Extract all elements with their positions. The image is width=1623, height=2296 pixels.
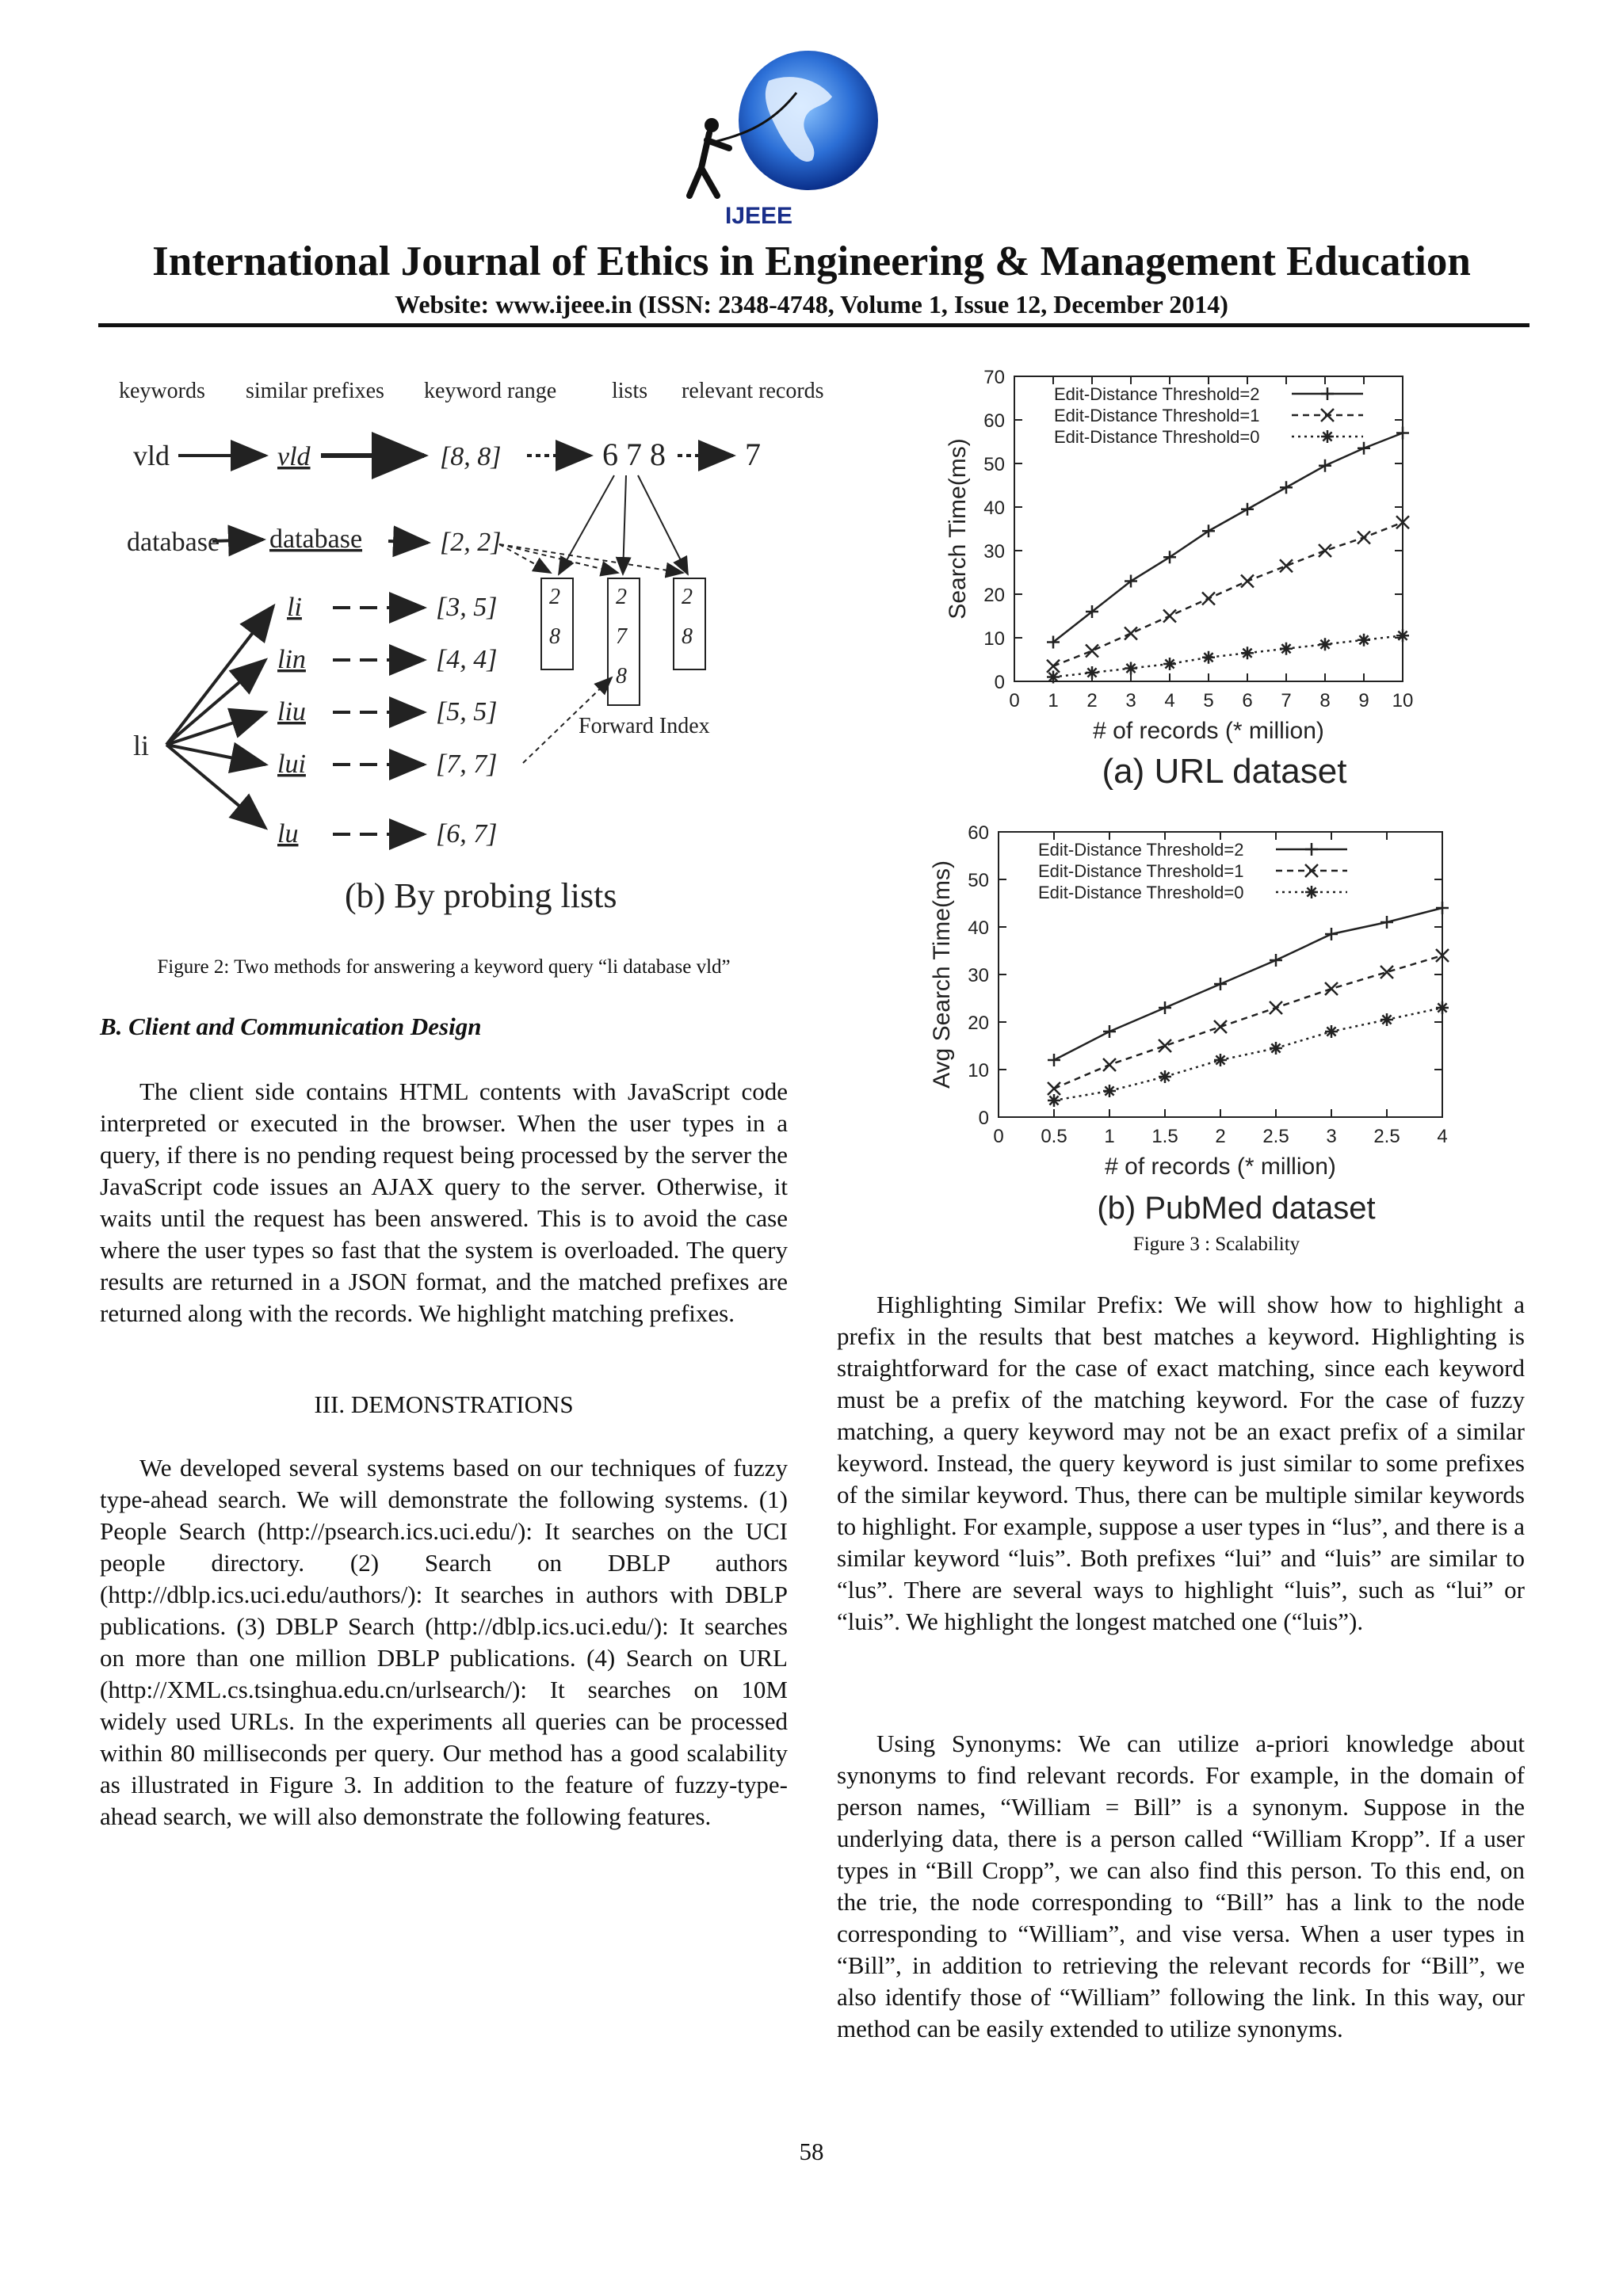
highlighting-text: Highlighting Similar Prefix: We will show how to highlight a prefix in the results that best matches a keyword. Highlighting is straightforward for the case of exact matching, since each keyword must be a prefix of the matching keyword. For the case of fuzzy matching, a query keyword may not be an exact prefix of a similar keyword. Instead, the query keyword is just similar to some prefixes of the similar keyword. Thus, there can be multiple similar keywords to highlight. For example, suppose a user types in “lus”, and there is a similar keyword “luis”. Both prefixes “lui” and “luis” are similar to “lus”. There are several ways to highlight “luis”, such as “lui” or “luis”. We highlight the longest matched one (“luis”). [837, 1291, 1525, 1635]
figure2-subcaption: (b) By probing lists [345, 876, 617, 915]
data-point [1321, 387, 1334, 400]
y-tick-label: 30 [968, 965, 989, 986]
y-tick-label: 0 [978, 1108, 989, 1129]
x-tick-label: 0 [993, 1126, 1004, 1147]
prefix-li: li [287, 593, 302, 622]
y-tick-label: 50 [968, 870, 989, 891]
prefix-database: database [269, 524, 363, 554]
forward-index-cell: 2 [682, 585, 693, 609]
data-point [1319, 460, 1331, 472]
data-point [1358, 442, 1370, 455]
data-point [1103, 1025, 1116, 1038]
data-point [1319, 638, 1331, 650]
data-point [1381, 966, 1393, 978]
data-point [1163, 610, 1176, 623]
data-point [1381, 916, 1393, 929]
x-tick-label: 7 [1281, 690, 1292, 711]
x-axis-label: # of records (* million) [1105, 1154, 1336, 1180]
prefix-lui: lui [277, 749, 306, 779]
series-line [1053, 433, 1403, 643]
y-tick-label: 10 [968, 1060, 989, 1081]
range-vld: [8, 8] [440, 442, 502, 471]
demonstrations-text: We developed several systems based on our techniques of fuzzy type-ahead search. We will demonstrate the following systems. (1) People Search (http://psearch.ics.uci.edu/): It searches on the UCI people directory. (2) Search on DBLP authors (http://dblp.ics.uci.edu/authors/): It searches in authors with DBLP publications. (3) DBLP Search (http://dblp.ics.uci.edu/): It searches on more than one million DBLP publications. (4) Search on URL (http://XML.cs.tsinghua.edu.cn/urlsearch/): It searches on 10M widely used URLs. In the experiments all queries can be processed within 80 milliseconds per query. Our method has a good scalability as illustrated in Figure 3. In addition to the feature of fuzzy-type-ahead search, we will also demonstrate the following features. [100, 1454, 788, 1830]
forward-index-cell: 7 [616, 624, 627, 649]
data-point [1125, 627, 1137, 640]
data-point [1280, 481, 1293, 494]
data-point [1396, 427, 1409, 440]
data-point [1305, 843, 1318, 856]
col-header-keyword-range: keyword range [424, 379, 557, 403]
y-tick-label: 10 [983, 628, 1005, 650]
header-rule [98, 323, 1529, 327]
data-point [1241, 646, 1254, 659]
prefix-liu: liu [277, 697, 306, 727]
data-point [1280, 643, 1293, 655]
data-point [1270, 1042, 1282, 1055]
data-point [1103, 1085, 1116, 1097]
x-axis-label: # of records (* million) [1093, 718, 1324, 744]
series-line [1054, 908, 1442, 1060]
chart-url-dataset [919, 357, 1426, 808]
x-tick-label: 2.5 [1262, 1126, 1289, 1147]
data-point [1325, 928, 1338, 940]
synonyms-text: Using Synonyms: We can utilize a-priori knowledge about synonyms to find relevant records. For example, in the domain of person names, “William = Bill” is a synonym. Suppose in the underlying data, there is a person called “William Kropp”. If a user types in “Bill Cropp”, we can also find this person. To this end, on the trie, the node corresponding to “Bill” has a link to the node corresponding to “William”, and vise versa. When a user types in “Bill”, in addition to retrieving the relevant records for “Bill”, we also identify those of “William” following the link. In this way, our method can be easily extended to utilize synonyms. [837, 1730, 1525, 2042]
prefix-vld: vld [277, 442, 311, 471]
data-point [1270, 954, 1282, 967]
y-tick-label: 50 [983, 454, 1005, 475]
journal-subtitle: Website: www.ijeee.in (ISSN: 2348-4748, Volume 1, Issue 12, December 2014) [395, 290, 1228, 318]
data-point [1436, 1001, 1449, 1014]
data-point [1125, 662, 1137, 675]
x-tick-label: 1.5 [1151, 1126, 1178, 1147]
data-point [1325, 982, 1338, 995]
logo-text: IJEEE [725, 203, 793, 229]
data-point [1163, 658, 1176, 670]
data-point [1214, 978, 1227, 990]
prefix-lu: lu [277, 819, 299, 849]
right-paragraph-2 [837, 1728, 1525, 2045]
x-tick-label: 1 [1048, 690, 1059, 711]
y-tick-label: 60 [968, 822, 989, 844]
data-point [1047, 660, 1060, 673]
y-tick-label: 60 [983, 410, 1005, 432]
y-tick-label: 20 [968, 1013, 989, 1034]
y-tick-label: 40 [968, 917, 989, 939]
x-tick-label: 5 [1203, 690, 1214, 711]
x-tick-label: 2 [1215, 1126, 1226, 1147]
data-point [1202, 593, 1215, 605]
data-point [1305, 886, 1318, 898]
lists-label: 6 7 8 [602, 437, 666, 472]
globe-icon [739, 51, 878, 190]
data-point [1086, 666, 1098, 679]
range-li: [3, 5] [436, 593, 498, 622]
data-point [1159, 1070, 1171, 1083]
y-tick-label: 40 [983, 498, 1005, 519]
data-point [1103, 1058, 1116, 1071]
chart-title: (a) URL dataset [1102, 752, 1347, 791]
keyword-li: li [133, 730, 150, 761]
col-header-keywords: keywords [119, 379, 205, 403]
data-point [1270, 1001, 1282, 1014]
data-point [1159, 1001, 1171, 1014]
forward-index-cell: 2 [616, 585, 627, 609]
figure3-caption: Figure 3 : Scalability [1132, 1234, 1300, 1255]
x-tick-label: 4 [1164, 690, 1175, 711]
data-point [1436, 902, 1449, 914]
forward-index-cell: 8 [682, 624, 693, 649]
right-paragraph-1 [837, 1289, 1525, 1638]
data-point [1214, 1054, 1227, 1066]
journal-title: International Journal of Ethics in Engineering & Management Education [152, 238, 1471, 284]
series-line [1053, 635, 1403, 677]
journal-logo [650, 49, 911, 231]
legend-entry: Edit-Distance Threshold=2 [1054, 384, 1260, 404]
range-lin: [4, 4] [436, 645, 498, 674]
series-line [1053, 522, 1403, 666]
left-paragraph-1 [100, 1076, 788, 1329]
data-point [1159, 1039, 1171, 1052]
x-tick-label: 10 [1392, 690, 1414, 711]
data-point [1048, 1094, 1060, 1107]
col-header-lists: lists [612, 379, 648, 403]
forward-index-cell: 8 [549, 624, 560, 649]
chart-title: (b) PubMed dataset [1097, 1191, 1376, 1226]
legend-entry: Edit-Distance Threshold=2 [1038, 840, 1244, 860]
col-header-relevant-records: relevant records [682, 379, 824, 403]
y-axis-label: Avg Search Time(ms) [929, 860, 955, 1089]
y-tick-label: 70 [983, 367, 1005, 388]
range-lui: [7, 7] [436, 749, 498, 779]
col-header-similar-prefixes: similar prefixes [246, 379, 384, 403]
legend-entry: Edit-Distance Threshold=0 [1054, 427, 1260, 447]
figure2-caption: Figure 2: Two methods for answering a keyword query “li database vld” [157, 956, 731, 978]
y-tick-label: 0 [994, 672, 1005, 693]
relevant-record: 7 [745, 437, 761, 472]
section-b-heading: B. Client and Communication Design [100, 1013, 482, 1040]
x-tick-label: 2.5 [1373, 1126, 1400, 1147]
legend-entry: Edit-Distance Threshold=1 [1038, 861, 1244, 881]
x-tick-label: 9 [1358, 690, 1369, 711]
x-tick-label: 0.5 [1041, 1126, 1067, 1147]
data-point [1358, 532, 1370, 544]
range-liu: [5, 5] [436, 697, 498, 727]
data-point [1396, 629, 1409, 642]
x-tick-label: 0 [1009, 690, 1020, 711]
legend-entry: Edit-Distance Threshold=0 [1038, 883, 1244, 902]
data-point [1202, 651, 1215, 664]
range-database: [2, 2] [440, 528, 502, 557]
y-tick-label: 30 [983, 541, 1005, 563]
data-point [1325, 1025, 1338, 1038]
prefix-lin: lin [277, 645, 306, 674]
data-point [1241, 575, 1254, 588]
keyword-database: database [127, 528, 220, 557]
data-point [1321, 409, 1334, 421]
data-point [1214, 1020, 1227, 1033]
data-point [1202, 524, 1215, 537]
data-point [1048, 1082, 1060, 1095]
left-paragraph-2 [100, 1452, 788, 1833]
forward-index-cell: 8 [616, 664, 627, 688]
x-tick-label: 2 [1086, 690, 1098, 711]
section-3-heading: III. DEMONSTRATIONS [314, 1390, 574, 1418]
y-tick-label: 20 [983, 585, 1005, 606]
forward-index-cell: 2 [549, 585, 560, 609]
client-design-text: The client side contains HTML contents with JavaScript code interpreted or executed in the browser. When the user types in a query, if there is no pending request being processed by the server the JavaScript code issues an AJAX query to the server. Otherwise, it waits until the request has been answered. This is to avoid the case where the user types so fast that the system is overloaded. The query results are returned in a JSON format, and the matched prefixes are returned along with the records. We highlight matching prefixes. [100, 1077, 788, 1327]
range-lu: [6, 7] [436, 819, 498, 849]
data-point [1381, 1013, 1393, 1026]
figure2-diagram [111, 360, 824, 931]
data-point [1280, 559, 1293, 572]
x-tick-label: 1 [1104, 1126, 1115, 1147]
keyword-vld: vld [133, 440, 170, 471]
legend-entry: Edit-Distance Threshold=1 [1054, 406, 1260, 425]
data-point [1086, 645, 1098, 658]
data-point [1047, 671, 1060, 684]
x-tick-label: 3 [1326, 1126, 1337, 1147]
data-point [1241, 503, 1254, 516]
x-tick-label: 8 [1319, 690, 1331, 711]
data-point [1048, 1054, 1060, 1066]
data-point [1305, 864, 1318, 877]
page-number: 58 [799, 2138, 824, 2165]
forward-index-label: Forward Index [579, 714, 710, 738]
x-tick-label: 6 [1242, 690, 1253, 711]
data-point [1358, 634, 1370, 646]
data-point [1319, 544, 1331, 557]
x-tick-label: 3 [1125, 690, 1136, 711]
data-point [1321, 430, 1334, 443]
chart-pubmed-dataset [896, 816, 1466, 1244]
data-point [1163, 551, 1176, 563]
y-axis-label: Search Time(ms) [945, 438, 971, 620]
x-tick-label: 4 [1437, 1126, 1448, 1147]
